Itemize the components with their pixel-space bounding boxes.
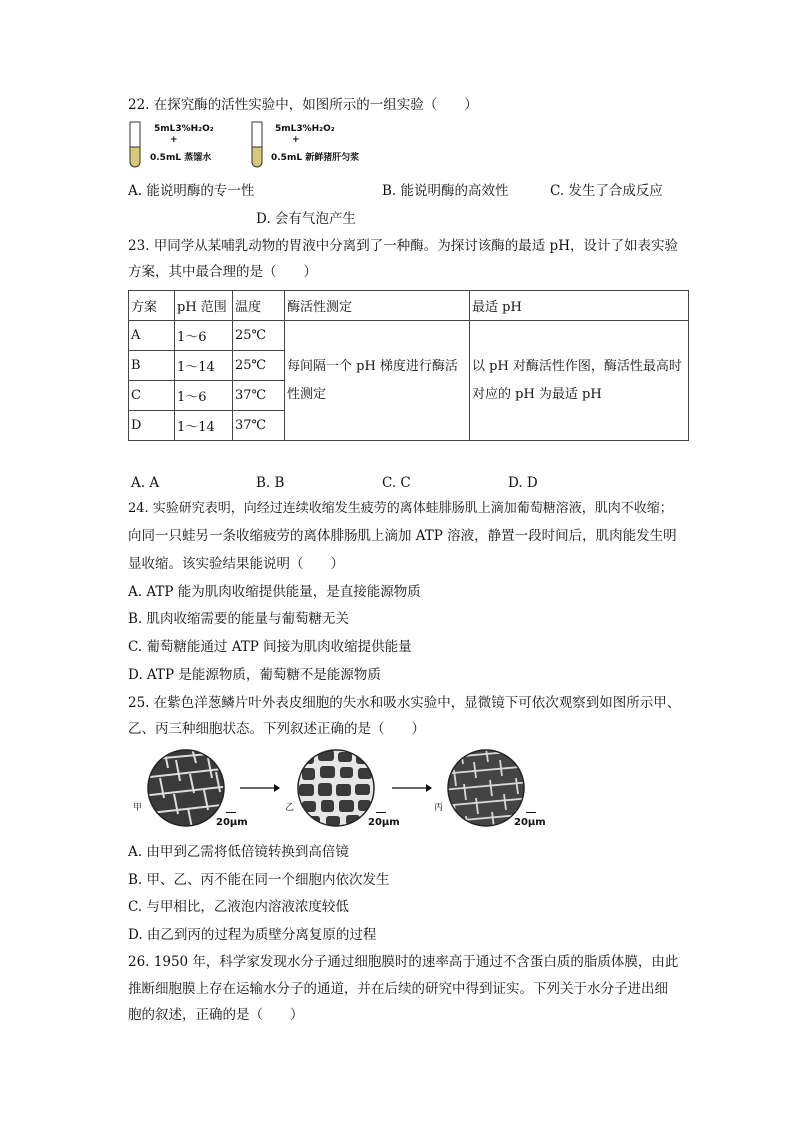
q22-option-a: A. 能说明酶的专一性 — [128, 183, 255, 199]
q22-option-b: B. 能说明酶的高效性 — [382, 183, 509, 199]
cell-micrograph-jia — [146, 748, 226, 828]
q25-option-c: C. 与甲相比，乙液泡内溶液浓度较低 — [128, 899, 349, 915]
tube1-line2: 0.5mL 蒸馏水 — [150, 153, 212, 163]
row-d-temp: 37℃ — [233, 411, 285, 441]
q26-line2: 推断细胞膜上存在运输水分子的通道，并在后续的研究中得到证实。下列关于水分子进出细 — [128, 981, 668, 997]
tube2-plus: + — [292, 135, 300, 145]
header-activity: 酶活性测定 — [285, 291, 470, 321]
tube2-line1: 5mL3%H₂O₂ — [275, 124, 335, 134]
optimum-line2: 对应的 pH 为最适 pH — [472, 386, 602, 402]
cell-micrograph-bing — [446, 748, 526, 828]
q23-option-d: D. D — [508, 475, 538, 491]
q23-table — [128, 290, 689, 441]
tube2-line2: 0.5mL 新鲜猪肝匀浆 — [271, 153, 360, 163]
q25-option-d: D. 由乙到丙的过程为质壁分离复原的过程 — [128, 927, 377, 943]
row-d-scheme: D — [129, 411, 175, 441]
q22-option-d: D. 会有气泡产生 — [256, 211, 356, 227]
q24-line1: 24. 实验研究表明，向经过连续收缩发生疲劳的离体蛙腓肠肌上滴加葡萄糖溶液，肌肉不收缩； — [128, 501, 673, 516]
q24-line2: 向同一只蛙另一条收缩疲劳的离体腓肠肌上滴加 ATP 溶液，静置一段时间后，肌肉能发生明 — [128, 528, 677, 544]
q23-stem-line1: 23. 甲同学从某哺乳动物的胃液中分离到了一种酶。为探讨该酶的最适 pH，设计了如表实验 — [128, 238, 678, 254]
arrow-right-icon — [240, 783, 280, 793]
label-bing: 丙 — [434, 803, 444, 813]
test-tube-1-icon — [128, 121, 142, 169]
header-ph-range: pH 范围 — [175, 291, 233, 321]
tube1-plus: + — [170, 135, 178, 145]
tube1-line1: 5mL3%H₂O₂ — [154, 124, 214, 134]
row-d-ph: 1～14 — [175, 411, 233, 441]
measure-line1: 每间隔一个 pH 梯度进行酶活 — [287, 358, 458, 374]
q22-stem: 22. 在探究酶的活性实验中，如图所示的一组实验（ ） — [128, 97, 478, 113]
q25-stem-line2: 乙、丙三种细胞状态。下列叙述正确的是（ ） — [128, 721, 425, 737]
header-temp: 温度 — [233, 291, 285, 321]
q26-line1: 26. 1950 年，科学家发现水分子通过细胞膜时的速率高于通过不含蛋白质的脂质体膜，由此 — [128, 954, 679, 970]
optimum-line1: 以 pH 对酶活性作图，酶活性最高时 — [472, 358, 682, 374]
header-optimum: 最适 pH — [470, 291, 689, 321]
label-yi: 乙 — [285, 803, 295, 813]
q26-line3: 胞的叙述，正确的是（ ） — [128, 1007, 304, 1023]
measure-cell — [285, 321, 470, 441]
q25-stem-line1: 25. 在紫色洋葱鳞片叶外表皮细胞的失水和吸水实验中，显微镜下可依次观察到如图所示甲、 — [128, 695, 681, 711]
scale-bar-yi — [376, 812, 386, 813]
row-a-ph: 1～6 — [175, 321, 233, 351]
q23-option-b: B. B — [256, 475, 285, 491]
row-c-scheme: C — [129, 381, 175, 411]
q24-option-c: C. 葡萄糖能通过 ATP 间接为肌肉收缩提供能量 — [128, 639, 412, 655]
q25-option-b: B. 甲、乙、丙不能在同一个细胞内依次发生 — [128, 872, 390, 888]
table-header-row — [129, 291, 689, 321]
q25-option-a: A. 由甲到乙需将低倍镜转换到高倍镜 — [128, 844, 349, 860]
q23-option-a: A. A — [131, 475, 160, 491]
q24-line3: 显收缩。该实验结果能说明（ ） — [128, 556, 344, 572]
q24-option-d: D. ATP 是能源物质，葡萄糖不是能源物质 — [128, 667, 381, 683]
row-a-scheme: A — [129, 321, 175, 351]
cell-micrograph-yi — [296, 748, 376, 828]
scale-jia: 20μm — [216, 817, 248, 828]
label-jia: 甲 — [133, 803, 143, 813]
row-b-temp: 25℃ — [233, 351, 285, 381]
row-b-ph: 1～14 — [175, 351, 233, 381]
scale-bing: 20μm — [514, 817, 546, 828]
header-scheme: 方案 — [129, 291, 175, 321]
table-row — [129, 321, 689, 351]
scale-bar-jia — [226, 812, 236, 813]
q24-option-b: B. 肌肉收缩需要的能量与葡萄糖无关 — [128, 611, 350, 627]
row-c-ph: 1～6 — [175, 381, 233, 411]
q22-option-c: C. 发生了合成反应 — [550, 183, 663, 199]
row-a-temp: 25℃ — [233, 321, 285, 351]
scale-bar-bing — [526, 812, 536, 813]
measure-line2: 性测定 — [287, 386, 327, 402]
q23-option-c: C. C — [382, 475, 411, 491]
arrow-right-icon — [392, 783, 432, 793]
q24-option-a: A. ATP 能为肌肉收缩提供能量，是直接能源物质 — [128, 584, 421, 600]
row-b-scheme: B — [129, 351, 175, 381]
scale-yi: 20μm — [368, 817, 400, 828]
row-c-temp: 37℃ — [233, 381, 285, 411]
q23-stem-line2: 方案，其中最合理的是（ ） — [128, 264, 317, 280]
optimum-cell — [470, 321, 689, 441]
test-tube-2-icon — [250, 121, 264, 169]
